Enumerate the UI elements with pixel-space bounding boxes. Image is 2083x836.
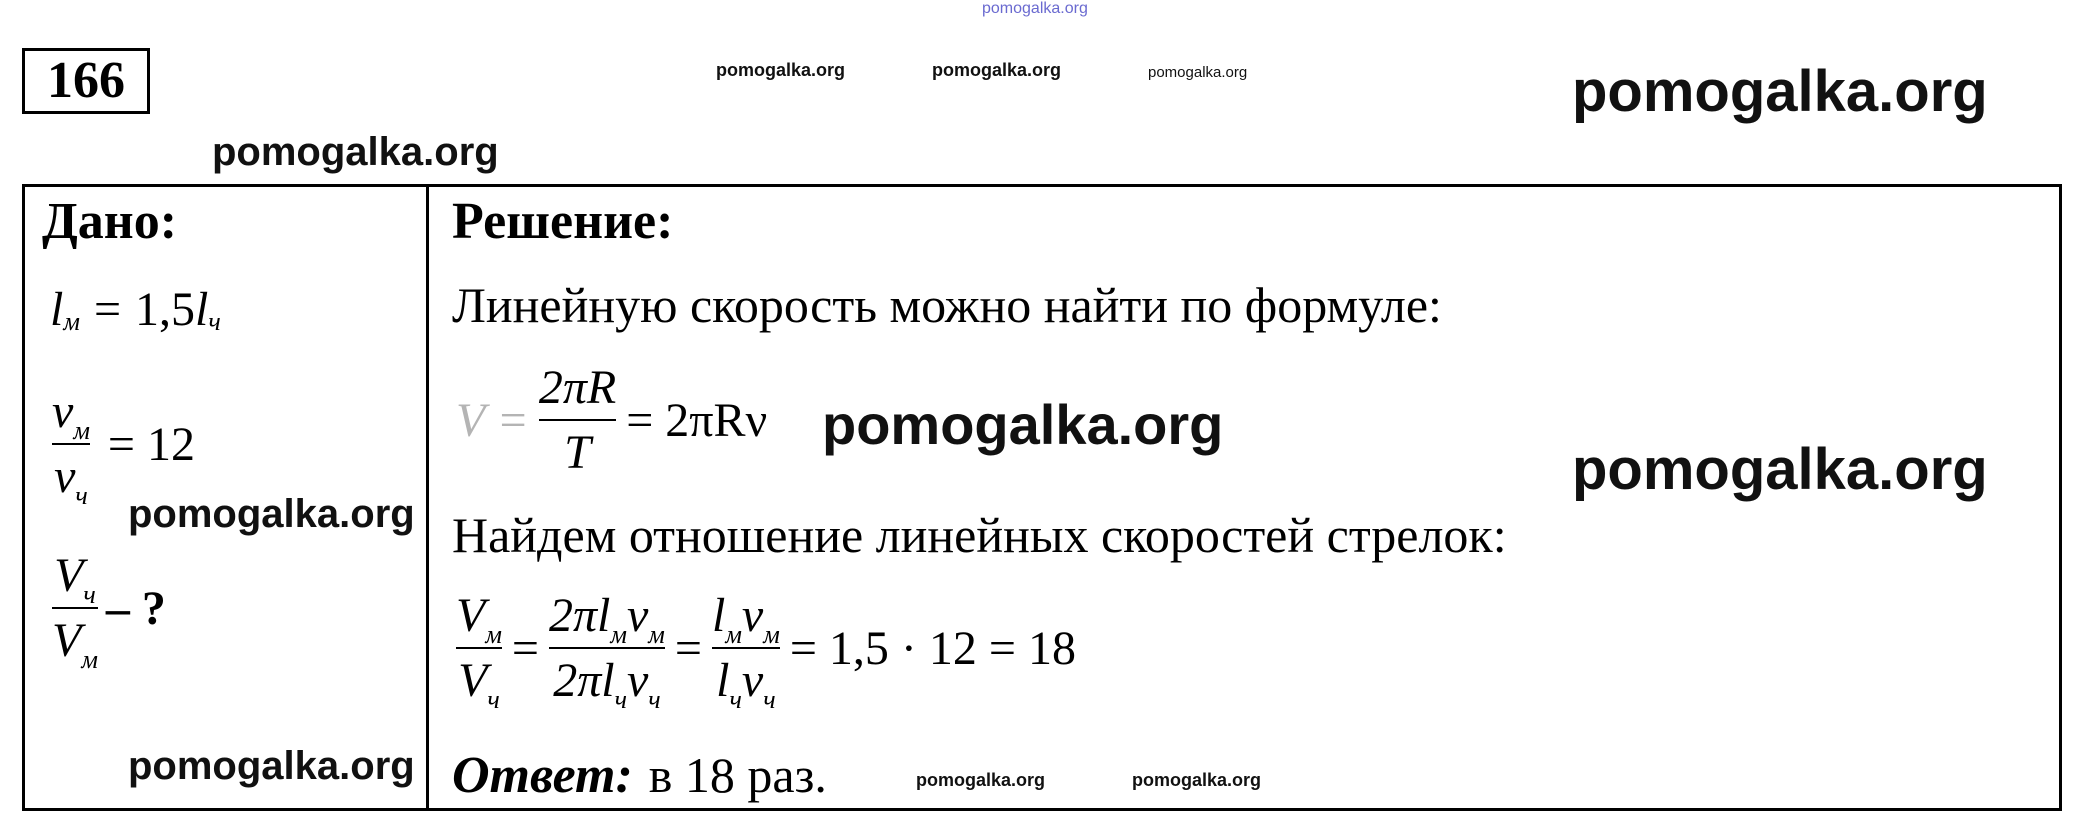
formula-ratio <box>456 588 1076 714</box>
watermark-tiny-top: pomogalka.org <box>982 0 1088 17</box>
watermark-bottom-2: pomogalka.org <box>1132 770 1262 790</box>
var-nu: ν <box>54 450 76 503</box>
sub-ch: ч <box>648 685 661 714</box>
var-nu: ν <box>626 589 649 642</box>
watermark-right: pomogalka.org <box>1572 437 1988 502</box>
sub-ch: ч <box>614 685 627 714</box>
sub-ch: ч <box>75 481 88 510</box>
var-l: l <box>195 283 209 336</box>
sub-m: м <box>81 645 98 674</box>
answer-line <box>452 746 827 805</box>
var-nu: ν <box>52 385 74 438</box>
fraction-1 <box>456 588 502 714</box>
unknown-mark: – ? <box>105 581 166 635</box>
fraction <box>539 360 616 480</box>
formula-rhs: = 2πRν <box>626 393 768 447</box>
sub-ch: ч <box>487 685 500 714</box>
watermark-top-1: pomogalka.org <box>716 60 846 80</box>
table-divider <box>426 184 429 811</box>
sub-ch: ч <box>763 685 776 714</box>
var-nu: ν <box>626 654 649 707</box>
sub-m: м <box>763 620 780 649</box>
equals-sign: = <box>674 621 702 675</box>
var-l: l <box>716 654 730 707</box>
answer-text: в 18 раз. <box>648 747 827 803</box>
expr: 2πl <box>553 654 615 707</box>
problem-number: 166 <box>22 48 150 114</box>
sub-m: м <box>63 306 80 336</box>
watermark-left-middle: pomogalka.org <box>128 492 415 536</box>
answer-label: Ответ: <box>452 747 633 804</box>
equals-sign: = <box>93 283 122 336</box>
var-nu: ν <box>741 589 764 642</box>
given-heading: Дано: <box>42 193 178 250</box>
watermark-center: pomogalka.org <box>822 393 1224 456</box>
var-nu: ν <box>741 654 764 707</box>
watermark-bottom-1: pomogalka.org <box>916 770 1046 790</box>
fraction <box>52 548 98 674</box>
watermark-top-3: pomogalka.org <box>1148 64 1248 81</box>
formula-result: = 1,5 · 12 = 18 <box>789 621 1076 675</box>
solution-line-2: Найдем отношение линейных скоростей стрелок: <box>452 507 1507 563</box>
given-find <box>52 548 166 674</box>
sub-ch: ч <box>208 306 221 336</box>
watermark-left-header: pomogalka.org <box>212 130 499 174</box>
given-eq1 <box>50 282 221 337</box>
var-l: l <box>711 589 726 642</box>
sub-m: м <box>73 416 90 445</box>
var-v: V <box>54 549 84 602</box>
watermark-left-bottom: pomogalka.org <box>128 744 415 788</box>
fraction-3 <box>711 588 780 714</box>
sub-m: м <box>725 620 742 649</box>
fraction-numerator: 2πR <box>538 361 617 414</box>
solution-line-1: Линейную скорость можно найти по формуле: <box>452 277 1442 333</box>
fraction-denominator: T <box>564 426 591 479</box>
formula-velocity <box>456 360 767 480</box>
sub-m: м <box>610 620 627 649</box>
rhs: = 12 <box>107 417 195 471</box>
sub-m: м <box>485 620 502 649</box>
expr: 2πl <box>549 589 611 642</box>
given-eq2 <box>52 384 195 510</box>
sub-m: м <box>648 620 665 649</box>
fraction-bar <box>539 419 616 421</box>
fraction-2 <box>549 588 665 714</box>
watermark-top-2: pomogalka.org <box>932 60 1062 80</box>
var-l: l <box>50 283 64 336</box>
sub-ch: ч <box>729 685 742 714</box>
var-v: V <box>456 589 486 642</box>
formula-lhs: V = <box>456 393 529 447</box>
sub-ch: ч <box>83 580 96 609</box>
solution-heading: Решение: <box>452 193 674 250</box>
var-v: V <box>52 614 82 667</box>
watermark-right-top: pomogalka.org <box>1572 59 1988 124</box>
coef: 1,5 <box>135 283 196 336</box>
var-v: V <box>458 654 488 707</box>
fraction <box>52 384 90 510</box>
equals-sign: = <box>511 621 539 675</box>
